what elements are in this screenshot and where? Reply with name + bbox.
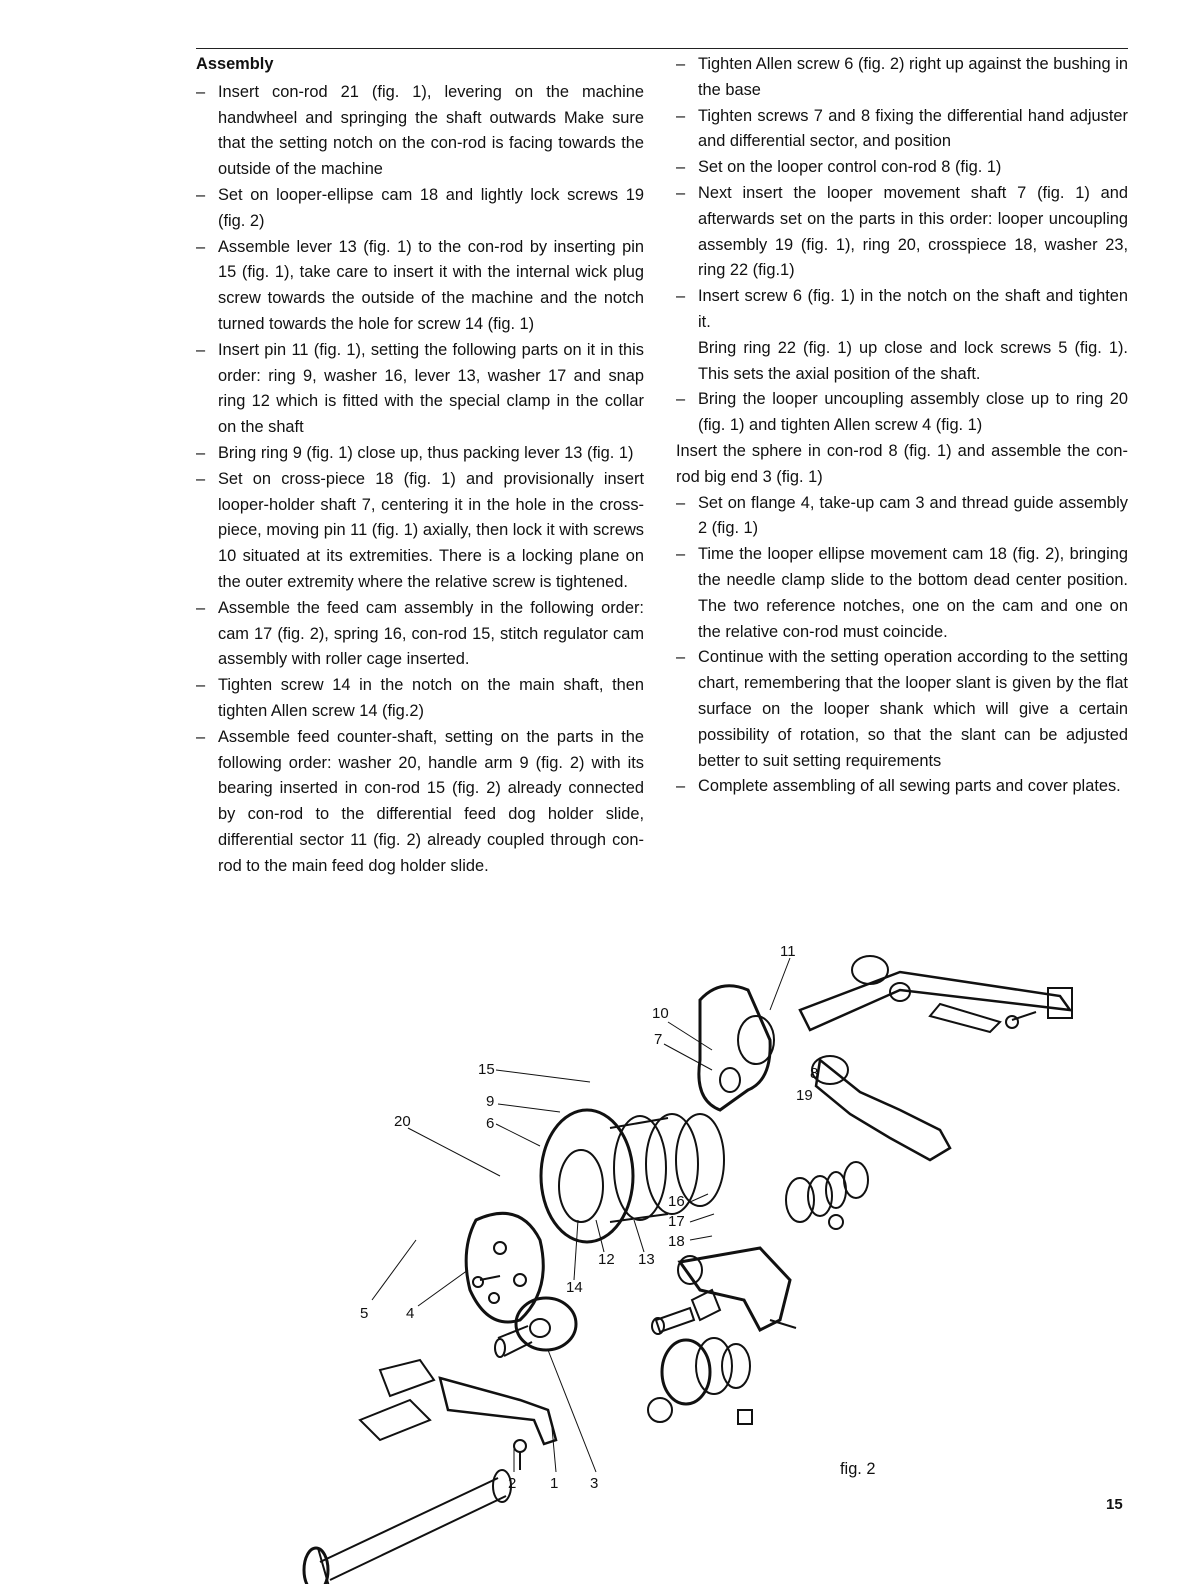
callout-20: 20 <box>394 1113 411 1130</box>
cam-disc-drawing <box>541 1110 724 1242</box>
crank-arm-drawing <box>678 1248 796 1330</box>
instruction-item: – Tighten Allen screw 6 (fig. 2) right up against the bushing in the base <box>676 52 1128 104</box>
callout-19: 19 <box>796 1087 813 1104</box>
instruction-item: – Continue with the setting operation according to the setting chart, remembering that the looper slant is given by the flat surface on the looper shank which will give a certain possibility of rotation, so that the slant can be adjusted better to suit setting requirements <box>676 645 1128 774</box>
callout-16: 16 <box>668 1193 685 1210</box>
callout-15: 15 <box>478 1061 495 1078</box>
callout-leader-lines <box>372 958 790 1472</box>
washer-rings-drawing <box>786 1162 868 1229</box>
callout-1: 1 <box>550 1475 559 1492</box>
callout-11: 11 <box>780 943 796 960</box>
instruction-item: – Set on cross-piece 18 (fig. 1) and provisionally insert looper-holder shaft 7, centering it in the hole in the cross-piece, moving pin 11 (fig. 1) axially, then lock it with screws 10 situated at its extremities. There is a locking plane on the outer extremity where the relative screw is tightened. <box>196 467 644 596</box>
instruction-item: – Assemble feed counter-shaft, setting on the parts in the following order: washer 20, handle arm 9 (fig. 2) with its bearing inserted in con-rod 15 (fig. 2) already connected by con-rod to the differential feed dog holder slide, differential sector 11 (fig. 2) already coupled through con-rod to the main feed dog holder slide. <box>196 725 644 880</box>
section-heading: Assembly <box>196 55 274 73</box>
instruction-item: – Complete assembling of all sewing parts and cover plates. <box>676 774 1128 800</box>
instruction-item: – Set on looper-ellipse cam 18 and lightly lock screws 19 (fig. 2) <box>196 183 644 235</box>
thread-guide-drawing <box>360 1360 556 1470</box>
callout-12: 12 <box>598 1251 615 1268</box>
callout-9: 9 <box>486 1093 495 1110</box>
callout-18: 18 <box>668 1233 685 1250</box>
flange-plate-drawing <box>466 1213 543 1322</box>
instruction-item: – Insert screw 6 (fig. 1) in the notch on the shaft and tighten it. <box>676 284 1128 336</box>
callout-4: 4 <box>406 1305 415 1322</box>
main-shaft-drawing <box>304 1470 511 1584</box>
take-up-cam-drawing <box>495 1298 576 1357</box>
page-number: 15 <box>1106 1496 1123 1513</box>
callout-6: 6 <box>486 1115 495 1132</box>
callout-14: 14 <box>566 1279 583 1296</box>
instruction-item: – Bring the looper uncoupling assembly close up to ring 20 (fig. 1) and tighten Allen screw 4 (fig. 1) <box>676 387 1128 439</box>
instruction-paragraph: Bring ring 22 (fig. 1) up close and lock screws 5 (fig. 1). This sets the axial position of the shaft. <box>698 338 1128 383</box>
callout-13: 13 <box>638 1251 655 1268</box>
instruction-item: – Insert con-rod 21 (fig. 1), levering on the machine handwheel and springing the shaft outwards Make sure that the setting notch on the con-rod is facing towards the outside of the machine <box>196 80 644 183</box>
callout-2: 2 <box>508 1475 517 1492</box>
callout-7: 7 <box>654 1031 663 1048</box>
instruction-item: – Time the looper ellipse movement cam 18 (fig. 2), bringing the needle clamp slide to the bottom dead center position. The two reference notches, one on the cam and one on the relative con-rod must coincide. <box>676 542 1128 645</box>
cross-piece-drawing <box>699 956 1072 1110</box>
instruction-item: – Set on the looper control con-rod 8 (fig. 1) <box>676 155 1128 181</box>
instruction-item: – Assemble lever 13 (fig. 1) to the con-rod by inserting pin 15 (fig. 1), take care to insert it with the internal wick plug screw towards the outside of the machine and the notch turned towards the hole for screw 14 (fig. 1) <box>196 235 644 338</box>
instruction-item: – Tighten screw 14 in the notch on the main shaft, then tighten Allen screw 14 (fig.2) <box>196 673 644 725</box>
instruction-item: – Assemble the feed cam assembly in the following order: cam 17 (fig. 2), spring 16, con-rod 15, stitch regulator cam assembly with roller cage inserted. <box>196 596 644 673</box>
callout-8: 8 <box>810 1065 819 1082</box>
con-rod-drawing <box>812 1056 950 1160</box>
instruction-item: – Tighten screws 7 and 8 fixing the differential hand adjuster and differential sector, and position <box>676 104 1128 156</box>
instruction-item: – Next insert the looper movement shaft 7 (fig. 1) and afterwards set on the parts in this order: looper uncoupling assembly 19 (fig. 1), ring 20, crosspiece 18, washer 23, ring 22 (fig.1) <box>676 181 1128 284</box>
instruction-item: – Bring ring 9 (fig. 1) close up, thus packing lever 13 (fig. 1) <box>196 441 644 467</box>
instruction-item: – Insert pin 11 (fig. 1), setting the following parts on it in this order: ring 9, washer 16, lever 13, washer 17 and snap ring 12 which is fitted with the special clamp in the collar on the shaft <box>196 338 644 441</box>
figure-caption: fig. 2 <box>840 1460 876 1478</box>
callout-3: 3 <box>590 1475 599 1492</box>
instruction-item: – Set on flange 4, take-up cam 3 and thread guide assembly 2 (fig. 1) <box>676 491 1128 543</box>
screws-drawing <box>473 1012 1036 1334</box>
callout-5: 5 <box>360 1305 369 1322</box>
instruction-paragraph: Insert the sphere in con-rod 8 (fig. 1) and assemble the con-rod big end 3 (fig. 1) <box>676 441 1128 486</box>
callout-10: 10 <box>652 1005 669 1022</box>
regulator-knob-drawing <box>648 1338 752 1424</box>
callout-17: 17 <box>668 1213 685 1230</box>
